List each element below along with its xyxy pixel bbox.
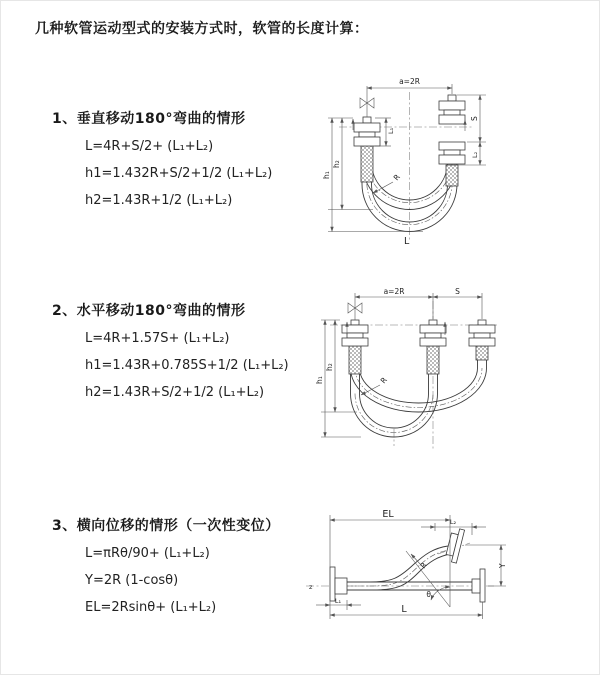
- dimension-top-span: [367, 77, 452, 94]
- middle-end-fitting: [420, 320, 446, 346]
- radius-callout: [411, 554, 429, 570]
- radius-label: R: [378, 375, 389, 386]
- radius-label: R: [391, 172, 402, 183]
- theta-label: θ: [426, 590, 431, 599]
- section-1-formulas: [85, 133, 272, 214]
- formula-h1: h1=1.432R+S/2+1/2 (L₁+L₂): [85, 166, 273, 181]
- formula-y: Y=2R (1-cosθ): [85, 573, 179, 588]
- dimension-l1: [316, 597, 361, 610]
- dimension-el: [330, 509, 450, 567]
- dim-label-l2: L₂: [449, 518, 457, 526]
- dimension-top-span: [355, 287, 482, 319]
- page-title: 几种软管运动型式的安装方式时，软管的长度计算：: [35, 21, 369, 37]
- dim-label-el: EL: [382, 509, 394, 520]
- section-2-formulas: [85, 325, 289, 406]
- section-1: [52, 108, 272, 214]
- upper-right-flange: [445, 527, 465, 563]
- section-1-heading: 1、垂直移动180°弯曲的情形: [52, 111, 246, 127]
- dim-label-h2: h₂: [325, 363, 334, 371]
- dim-label-y: Y: [498, 563, 507, 568]
- formula-length: L=πRθ/90+ (L₁+L₂): [85, 546, 210, 561]
- dimension-length: [330, 601, 483, 619]
- dimension-l2: [421, 518, 486, 535]
- dim-label-l1: L₁: [334, 597, 342, 605]
- dim-label-h2: h₂: [332, 160, 341, 168]
- formula-length: L=4R+1.57S+ (L₁+L₂): [85, 331, 230, 346]
- dim-label-h1: h₁: [315, 376, 324, 384]
- section-3-heading: 3、横向位移的情形（一次性变位）: [52, 518, 280, 534]
- radius-label: R: [418, 560, 429, 571]
- diagram-lateral-displacement: [300, 505, 600, 650]
- section-2: [52, 300, 289, 406]
- right-end-fitting-lower: [439, 142, 465, 164]
- dim-label-a2r: a=2R: [383, 287, 405, 296]
- dimension-y: [465, 545, 507, 586]
- formula-h1: h1=1.43R+0.785S+1/2 (L₁+L₂): [85, 358, 289, 373]
- diagram-horizontal-180-bend: [305, 283, 595, 473]
- z-mark: z: [309, 583, 313, 591]
- formula-h2: h2=1.43R+S/2+1/2 (L₁+L₂): [85, 385, 265, 400]
- dim-label-h1: h₁: [322, 171, 331, 179]
- left-end-fitting: [354, 117, 380, 146]
- dim-label-l1: L₁: [387, 127, 395, 134]
- formula-h2: h2=1.43R+1/2 (L₁+L₂): [85, 193, 233, 208]
- angle-construction: [406, 515, 450, 607]
- valve-icon: [360, 86, 374, 117]
- right-end-fitting-upper: [439, 95, 465, 124]
- braided-sections: [349, 346, 488, 374]
- section-2-heading: 2、水平移动180°弯曲的情形: [52, 303, 246, 319]
- left-flange: [330, 567, 347, 601]
- s-curve-hose: [347, 546, 451, 590]
- length-label: L: [404, 236, 410, 247]
- section-3-formulas: [85, 540, 280, 621]
- section-3: [52, 515, 280, 621]
- right-end-fitting: [469, 320, 495, 346]
- hose-assembly: [351, 346, 487, 437]
- formula-length: L=4R+S/2+ (L₁+L₂): [85, 139, 214, 154]
- formula-el: EL=2Rsinθ+ (L₁+L₂): [85, 600, 217, 615]
- dim-label-s: S: [470, 116, 479, 121]
- length-label: L: [401, 604, 407, 615]
- dim-label-l2: L₂: [471, 151, 479, 158]
- lower-right-flange: [472, 569, 485, 602]
- diagram-vertical-180-bend: [305, 72, 595, 267]
- dim-label-a2r: a=2R: [399, 77, 420, 86]
- dim-label-s: S: [455, 287, 460, 296]
- left-end-fitting: [342, 320, 368, 346]
